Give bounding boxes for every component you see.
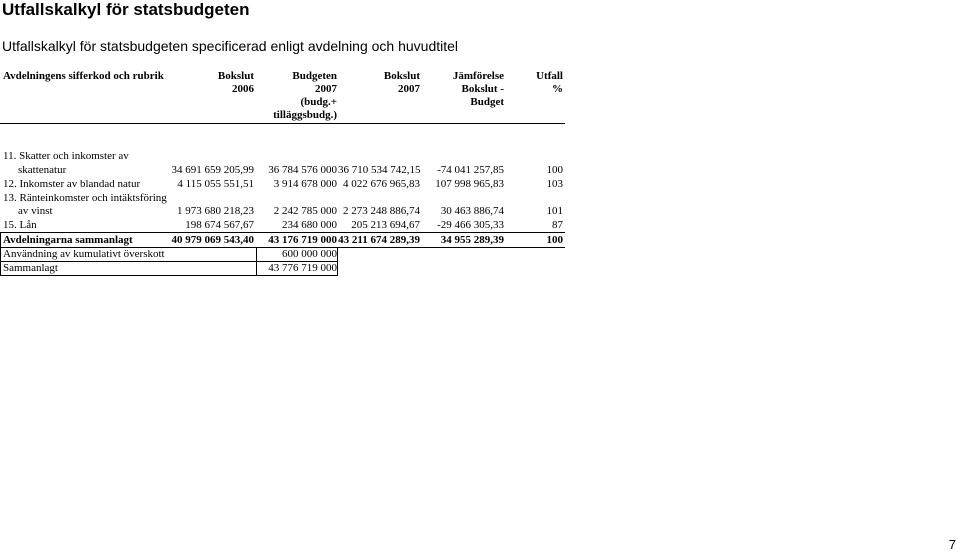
- budget-col-right-rule: [337, 248, 338, 276]
- budget-col-left-rule: [256, 248, 257, 276]
- header-comparison: Jämförelse Bokslut - Budget: [452, 70, 504, 108]
- row-12-utfall: 103: [546, 178, 563, 190]
- total-comparison: 34 955 289,39: [440, 234, 504, 246]
- row-12-bokslut-2007: 4 022 676 965,83: [343, 178, 420, 190]
- page-subtitle: Utfallskalkyl för statsbudgeten specificerad enligt avdelning och huvudtitel: [2, 38, 459, 54]
- row-13-bokslut-2006: 1 973 680 218,23: [177, 205, 254, 217]
- row-11-utfall: 100: [546, 164, 563, 176]
- grand-total-budget-2007: 43 776 719 000: [268, 262, 337, 274]
- total-budget-2007: 43 176 719 000: [268, 234, 337, 246]
- row-11-bokslut-2006: 34 691 659 205,99: [171, 164, 254, 176]
- row-11-label-cont: skattenatur: [18, 164, 67, 176]
- row-15-budget-2007: 234 680 000: [282, 219, 337, 231]
- row-13-utfall: 101: [546, 205, 563, 217]
- row-13-bokslut-2007: 2 273 248 886,74: [343, 205, 420, 217]
- row-11-budget-2007: 36 784 576 000: [268, 164, 337, 176]
- row-15-bokslut-2007: 205 213 694,67: [351, 219, 420, 231]
- header-rule: [0, 123, 565, 124]
- row-13-budget-2007: 2 242 785 000: [273, 205, 337, 217]
- row-15-comparison: -29 466 305,33: [437, 219, 504, 231]
- row-15-bokslut-2006: 198 674 567,67: [185, 219, 254, 231]
- total-rule: [0, 232, 565, 233]
- row-11-comparison: -74 041 257,85: [437, 164, 504, 176]
- left-rule: [0, 232, 1, 276]
- row-15-utfall: 87: [552, 219, 563, 231]
- row-12-bokslut-2006: 4 115 055 551,51: [177, 178, 254, 190]
- header-bokslut-2007: Bokslut 2007: [383, 70, 420, 95]
- total-bokslut-2007: 43 211 674 289,39: [338, 234, 420, 246]
- grand-total-label: Sammanlagt: [3, 262, 58, 274]
- header-label: Avdelningens sifferkod och rubrik: [3, 70, 164, 82]
- row-11-label: 11. Skatter och inkomster av: [3, 150, 129, 162]
- header-utfall: Utfall %: [536, 70, 563, 95]
- total-utfall: 100: [546, 234, 563, 246]
- page-number: 7: [948, 537, 956, 552]
- header-bokslut-2006: Bokslut 2006: [217, 70, 254, 95]
- row-15-label: 15. Lån: [3, 219, 37, 231]
- row-11-bokslut-2007: 36 710 534 742,15: [338, 164, 421, 176]
- surplus-budget-2007: 600 000 000: [282, 248, 337, 260]
- total-label: Avdelningarna sammanlagt: [3, 234, 133, 246]
- total-bokslut-2006: 40 979 069 543,40: [171, 234, 254, 246]
- row-13-comparison: 30 463 886,74: [440, 205, 504, 217]
- row-12-label: 12. Inkomster av blandad natur: [3, 178, 141, 190]
- row-12-comparison: 107 998 965,83: [435, 178, 504, 190]
- page-title: Utfallskalkyl för statsbudgeten: [2, 0, 250, 19]
- bottom-rule: [0, 275, 338, 276]
- row-13-label-cont: av vinst: [18, 205, 53, 217]
- row-13-label: 13. Ränteinkomster och intäktsföring: [3, 192, 167, 204]
- header-budget-2007: Budgeten 2007 (budg.+ tilläggsbudg.): [273, 70, 337, 121]
- surplus-label: Användning av kumulativt överskott: [3, 248, 165, 260]
- row-12-budget-2007: 3 914 678 000: [273, 178, 337, 190]
